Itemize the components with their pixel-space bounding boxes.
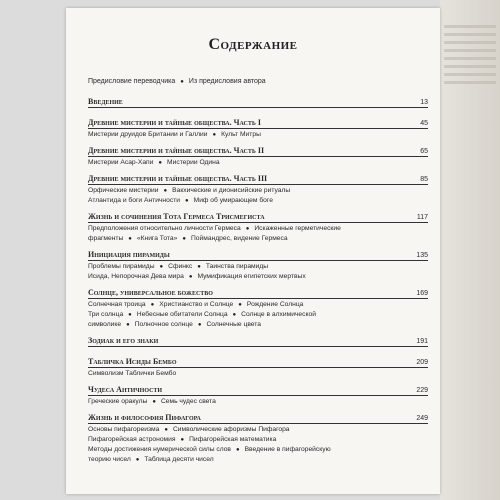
subsection-list [88, 396, 428, 407]
bullet-icon: ● [128, 312, 132, 318]
subsection-item[interactable]: Исида, Непорочная Дева мира [88, 273, 184, 280]
subsection-item[interactable]: Пифагорейская астрономия [88, 436, 176, 443]
bullet-icon: ● [164, 427, 168, 433]
section-heading[interactable] [88, 244, 428, 261]
bullet-icon: ● [150, 302, 155, 308]
section-page-number: 135 [416, 252, 428, 259]
bullet-icon: ● [212, 132, 217, 138]
section-heading[interactable] [88, 282, 428, 299]
section-title: Солнце, универсальное божество [88, 288, 213, 297]
subsection-item[interactable]: Таблица десяти чисел [144, 456, 214, 463]
page-title: Содержание [208, 36, 298, 53]
adjacent-page-edge [440, 0, 500, 500]
section-page-number: 65 [420, 148, 428, 155]
section-heading[interactable] [88, 206, 428, 223]
toc-section [88, 112, 428, 140]
subsection-item[interactable]: Введение в пифагорейскую [244, 446, 331, 453]
subsection-list [88, 368, 428, 379]
subsection-list [88, 157, 428, 168]
subsection-item[interactable]: Мумификация египетских мертвых [197, 273, 306, 280]
subsection-item[interactable]: Основы пифагореизма [88, 426, 160, 433]
bullet-icon: ● [180, 78, 184, 85]
subsection-item[interactable]: Мистерии Асар-Хапи [88, 159, 154, 166]
subsection-item[interactable]: Предположения относительно личности Гермеса [88, 225, 241, 232]
bullet-icon: ● [182, 236, 186, 242]
section-title: Табличка Исиды Бембо [88, 357, 177, 366]
subsection-item[interactable]: Семь чудес света [160, 398, 216, 405]
subsection-item[interactable]: Небесные обитатели Солнца [136, 311, 228, 318]
toc-section [88, 168, 428, 206]
toc-section [88, 206, 428, 244]
section-page-number: 229 [416, 387, 428, 394]
bullet-icon: ● [197, 264, 201, 270]
section-page-number: 191 [416, 338, 428, 345]
section-page-number: 209 [416, 359, 428, 366]
section-page-number: 117 [416, 214, 428, 221]
section-title: Древние мистерии и тайные общества. Часть II [88, 146, 265, 155]
section-page-number: 13 [420, 99, 428, 106]
subsection-item[interactable]: Культ Митры [221, 131, 261, 138]
section-page-number: 169 [416, 290, 428, 297]
toc-section [88, 244, 428, 282]
section-page-number: 85 [420, 176, 428, 183]
bullet-icon: ● [135, 457, 140, 463]
subsection-item[interactable]: Символизм Таблички Бембо [88, 370, 177, 377]
subsection-item[interactable]: Сфинкс [168, 263, 193, 270]
subsection-item[interactable]: Солнечная троица [88, 301, 146, 308]
subsection-item[interactable]: Рождение Солнца [246, 301, 304, 308]
subsection-item[interactable]: Проблемы пирамиды [88, 263, 155, 270]
subsection-list [88, 261, 428, 282]
section-title: Древние мистерии и тайные общества. Часть I [88, 118, 261, 127]
bullet-icon: ● [159, 264, 164, 270]
subsection-item[interactable]: Греческие оракулы [88, 398, 148, 405]
section-heading[interactable] [88, 140, 428, 157]
section-heading[interactable] [88, 407, 428, 424]
section-title: Жизнь и сочинения Тота Гермеса Трисмегиста [88, 212, 265, 221]
bullet-icon: ● [126, 322, 130, 328]
subsection-item[interactable]: теорию чисел [88, 456, 131, 463]
subsection-list [88, 185, 428, 206]
bullet-icon: ● [180, 437, 185, 443]
toc-section [88, 351, 428, 379]
subsection-item[interactable]: Мистерии друидов Британии и Галлии [88, 131, 208, 138]
table-of-contents [88, 78, 428, 465]
subsection-item[interactable]: Символические афоризмы Пифагора [172, 426, 290, 433]
section-heading[interactable] [88, 168, 428, 185]
toc-section [88, 407, 428, 465]
bullet-icon: ● [238, 302, 242, 308]
subsection-item[interactable]: Атлантида и боги Античности [88, 197, 180, 204]
subsection-item[interactable]: «Книга Тота» [136, 235, 178, 242]
section-title: Чудеса Античности [88, 385, 163, 394]
bullet-icon: ● [232, 312, 237, 318]
subsection-list [88, 299, 428, 330]
subsection-item[interactable]: Искаженные герметические [254, 225, 341, 232]
bleed-through-text [444, 20, 496, 89]
subsection-item[interactable]: Орфические мистерии [88, 187, 159, 194]
bullet-icon: ● [185, 198, 189, 204]
section-title: Жизнь и философия Пифагора [88, 413, 201, 422]
bullet-icon: ● [245, 226, 250, 232]
preface-line [88, 78, 428, 85]
section-page-number: 45 [420, 120, 428, 127]
subsection-item[interactable]: Таинства пирамиды [205, 263, 269, 270]
section-heading[interactable] [88, 379, 428, 396]
bullet-icon: ● [152, 399, 156, 405]
subsection-item[interactable]: символике [88, 321, 122, 328]
bullet-icon: ● [197, 322, 202, 328]
toc-sections [88, 91, 428, 465]
subsection-item[interactable]: Вакхические и дионисийские ритуалы [172, 187, 291, 194]
section-title: Инициация пирамиды [88, 250, 170, 259]
subsection-item[interactable]: Солнечные цвета [206, 321, 262, 328]
section-title: Древние мистерии и тайные общества. Часть III [88, 174, 268, 183]
preface-item[interactable]: Из предисловия автора [188, 78, 266, 85]
section-page-number: 249 [416, 415, 428, 422]
bullet-icon: ● [158, 160, 163, 166]
toc-section [88, 282, 428, 330]
subsection-item[interactable]: Мистерии Одина [167, 159, 220, 166]
section-heading[interactable] [88, 330, 428, 347]
bullet-icon: ● [128, 236, 132, 242]
toc-section [88, 330, 428, 351]
subsection-item[interactable]: Пифагорейская математика [189, 436, 277, 443]
subsection-item[interactable]: Христианство и Солнце [159, 301, 234, 308]
bullet-icon: ● [235, 447, 240, 453]
section-heading[interactable] [88, 112, 428, 129]
toc-section [88, 91, 428, 112]
subsection-item[interactable]: Поймандрес, видение Гермеса [191, 235, 288, 242]
section-heading[interactable] [88, 351, 428, 368]
book-page [66, 8, 440, 494]
section-heading[interactable] [88, 91, 428, 108]
bullet-icon: ● [188, 274, 193, 280]
section-title: Введение [88, 97, 123, 106]
subsection-item[interactable]: Полночное солнце [134, 321, 193, 328]
subsection-list [88, 129, 428, 140]
subsection-item[interactable]: Миф об умирающем боге [193, 197, 273, 204]
subsection-item[interactable]: фрагменты [88, 235, 124, 242]
subsection-list [88, 223, 428, 244]
subsection-item[interactable]: Методы достижения нумерической силы слов [88, 446, 231, 453]
toc-section [88, 140, 428, 168]
subsection-item[interactable]: Три солнца [88, 311, 124, 318]
toc-section [88, 379, 428, 407]
preface-item[interactable]: Предисловие переводчика [88, 78, 176, 85]
section-title: Зодиак и его знаки [88, 336, 159, 345]
bullet-icon: ● [163, 188, 168, 194]
subsection-item[interactable]: Солнце в алхимической [241, 311, 316, 318]
subsection-list [88, 424, 428, 465]
